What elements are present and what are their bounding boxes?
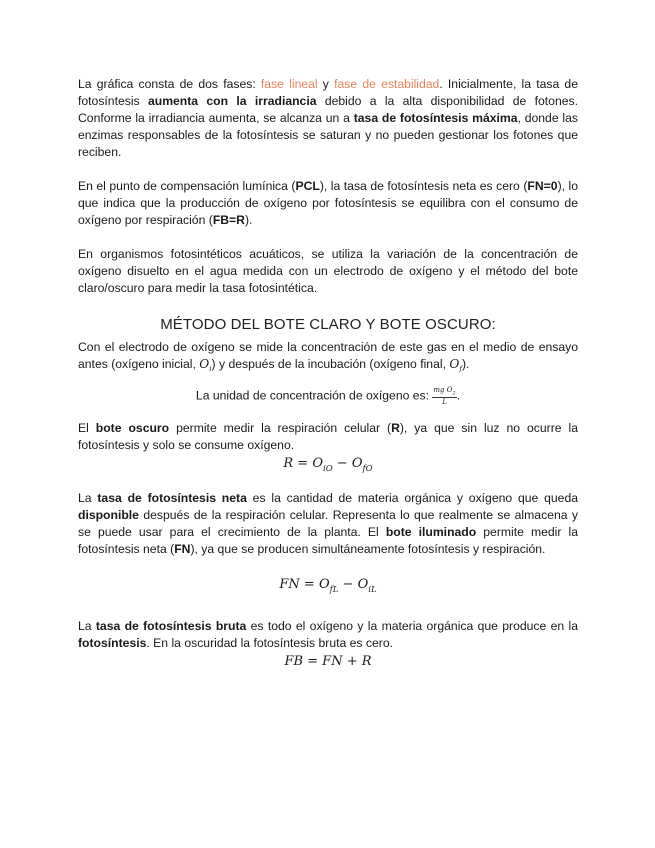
subscript: iO (322, 464, 333, 474)
bold-term: aumenta con la irradiancia (147, 93, 317, 108)
method-paragraph-electrode (78, 339, 578, 378)
text: ), lo que indica que la producción de oxígeno por fotosíntesis se equilibra con el consumo de oxígeno por respiración ( (78, 179, 578, 227)
equation-gross-photosynthesis: FB = FN + R (284, 654, 372, 669)
bold-term: fotosíntesis (78, 635, 147, 650)
fase-lineal-highlight: fase lineal (260, 77, 318, 91)
text: ), ya que se producen simultáneamente fotosíntesis y respiración. (190, 541, 546, 556)
text: La (78, 491, 98, 505)
text: ), la tasa de fotosíntesis neta es cero ( (319, 179, 528, 193)
text: R = O (283, 456, 323, 471)
bold-term: FN=0 (527, 179, 558, 193)
text: En el punto de compensación lumínica ( (78, 179, 296, 193)
text: La unidad de concentración de oxígeno es: (195, 388, 433, 403)
fraction-denominator: L (442, 398, 447, 407)
bold-term: tasa de fotosíntesis máxima (353, 110, 518, 125)
bold-term: FN (174, 541, 191, 556)
bold-term: PCL (295, 179, 320, 193)
text: FN = O (279, 577, 330, 592)
bold-term: bote oscuro (95, 421, 170, 435)
text: permite medir la fotosíntesis neta ( (78, 524, 578, 556)
unit-line (78, 386, 578, 406)
bold-term: tasa de fotosíntesis bruta (95, 619, 247, 633)
method-paragraph-net (78, 490, 578, 558)
symbol: O (449, 356, 460, 371)
text: ). (461, 356, 470, 371)
unit-fraction (432, 386, 456, 406)
text: mg O (433, 386, 453, 394)
text: ). (244, 212, 253, 227)
bold-term: tasa de fotosíntesis neta (97, 491, 247, 505)
bold-term: FB=R (212, 212, 245, 227)
text: La (78, 619, 96, 633)
text: ) y después de la incubación (oxígeno final, (211, 356, 450, 371)
fase-estabilidad-highlight: fase de estabilidad (334, 77, 440, 91)
o-initial-symbol (199, 357, 211, 371)
intro-paragraph-aquatic: En organismos fotosintéticos acuáticos, se utiliza la variación de la concentración de oxígeno disuelto en el agua medida con un electrodo de oxígeno y el método del bote claro/oscuro para medir la tasa fotosintética. (78, 247, 578, 295)
bold-term: R (391, 421, 400, 435)
subscript: fL (329, 585, 339, 595)
text: es la cantidad de materia orgánica y oxígeno que queda (246, 491, 579, 505)
text: . (456, 388, 461, 403)
subscript: iL (368, 585, 377, 595)
o-final-symbol (449, 357, 462, 371)
fraction-numerator (432, 386, 456, 398)
bold-term: disponible (78, 507, 139, 522)
text: − O (332, 456, 363, 471)
text: El (78, 421, 96, 435)
intro-paragraph-phases (78, 76, 578, 161)
text: , donde las enzimas responsables de la fotosíntesis se saturan y no pueden gestionar los fotones que reciben. (78, 110, 578, 159)
text: después de la respiración celular. Representa lo que realmente se almacena y se puede usar para el crecimiento de la planta. El (78, 507, 578, 539)
text: La gráfica consta de dos fases: (78, 77, 261, 91)
text: ), ya que sin luz no ocurre la fotosíntesis y solo se consume oxígeno. (78, 421, 578, 452)
subscript: f (459, 364, 462, 373)
subscript: fO (362, 464, 373, 474)
subscript: i (209, 364, 212, 373)
text: permite medir la respiración celular ( (169, 421, 392, 435)
text: . Inicialmente, la tasa de fotosíntesis (78, 77, 578, 108)
method-paragraph-gross (78, 618, 578, 652)
equation-net-photosynthesis (78, 577, 578, 595)
text: . En la oscuridad la fotosíntesis bruta es cero. (146, 635, 393, 650)
method-paragraph-dark-bottle (78, 420, 578, 454)
text: debido a la alta disponibilidad de fotones. Conforme la irradiancia aumenta, se alcanza un a (78, 93, 578, 125)
text: Con el electrodo de oxígeno se mide la concentración de este gas en el medio de ensayo antes (oxígeno inicial, (78, 340, 578, 371)
equation-respiration (78, 456, 578, 474)
text: − O (338, 577, 369, 592)
bold-term: bote iluminado (385, 524, 477, 539)
intro-paragraph-pcl (78, 178, 578, 229)
subscript: 2 (452, 390, 456, 397)
text: es todo el oxígeno y la materia orgánica que produce en la (246, 619, 578, 633)
text: y (317, 77, 335, 91)
section-heading: MÉTODO DEL BOTE CLARO Y BOTE OSCURO: (160, 316, 496, 333)
symbol: O (199, 356, 210, 371)
